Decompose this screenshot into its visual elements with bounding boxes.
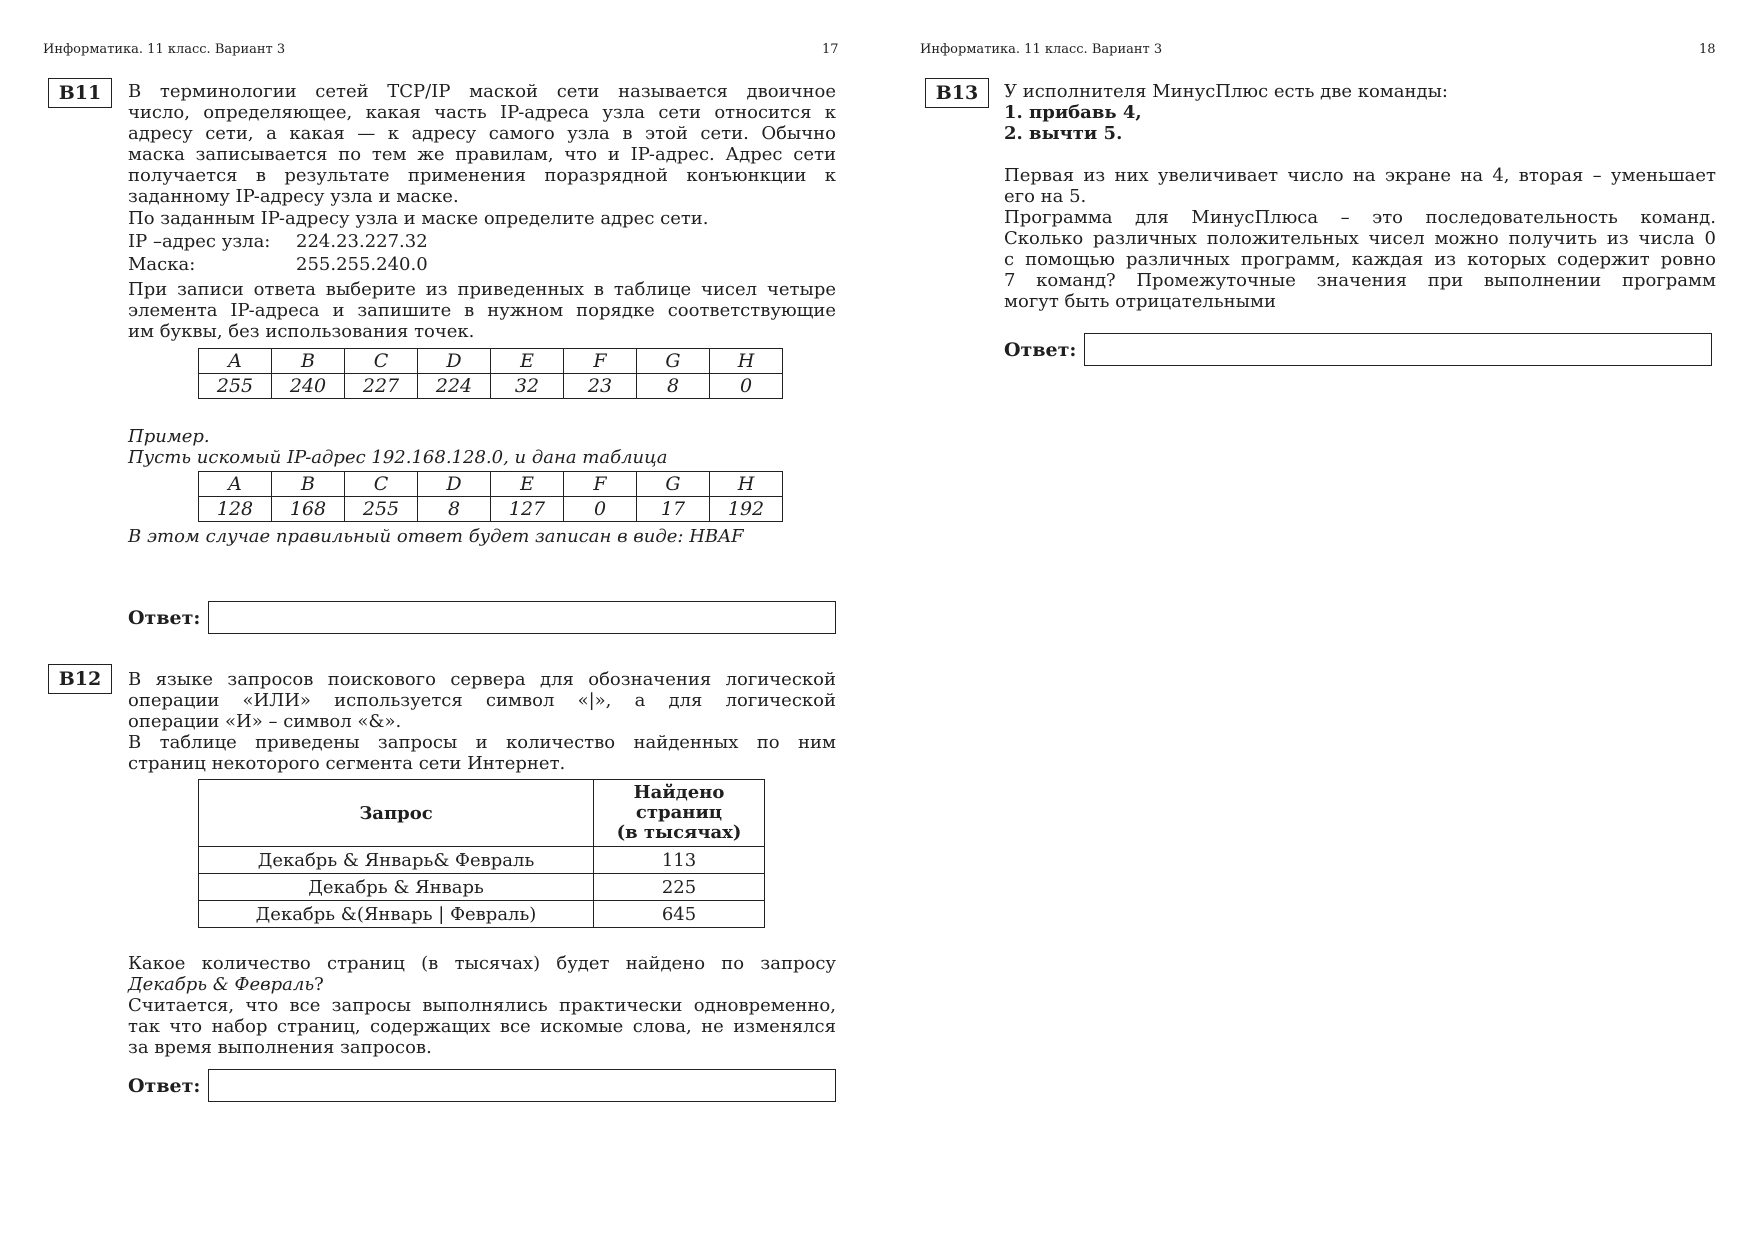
table-cell-letter: C: [345, 349, 418, 374]
table-cell-letter: G: [637, 349, 710, 374]
table-cell-letter: B: [272, 349, 345, 374]
table-cell-value: 8: [637, 374, 710, 399]
task-label-b11: В11: [48, 78, 112, 108]
example-result: В этом случае правильный ответ будет записан в виде: HBAF: [128, 526, 744, 547]
table-cell-value: 0: [710, 374, 783, 399]
count-cell: 645: [594, 901, 765, 928]
running-header-left: Информатика. 11 класс. Вариант 3: [43, 42, 286, 57]
b12-table-intro-line: страниц некоторого сегмента сети Интернет.: [128, 753, 566, 774]
table-cell-value: 0: [564, 497, 637, 522]
table-cell-value: 17: [637, 497, 710, 522]
b13-program-line: Сколько различных положительных чисел можно получить из числа 0: [1004, 228, 1716, 249]
table-row: [199, 901, 765, 928]
answer-label: Ответ:: [128, 1074, 201, 1097]
table-cell-letter: D: [418, 349, 491, 374]
page-number-left: 17: [822, 42, 839, 57]
table-row: [199, 847, 765, 874]
note-line: так что набор страниц, содержащих все искомые слова, не изменялся: [128, 1016, 836, 1037]
b13-answer: [1004, 333, 1712, 366]
task-label-b13: В13: [925, 78, 989, 108]
ip-label: IP –адрес узла:: [128, 231, 271, 252]
table-cell-value: 192: [710, 497, 783, 522]
table-cell-letter: F: [564, 349, 637, 374]
mask-value: 255.255.240.0: [296, 254, 428, 275]
b13-program-line: 7 команд? Промежуточные значения при выполнении программ: [1004, 270, 1716, 291]
b11-example-result: [128, 526, 836, 547]
command-2: 2. вычти 5.: [1004, 123, 1123, 144]
table-cell-letter: G: [637, 472, 710, 497]
b13-desc-line: Первая из них увеличивает число на экране на 4, вторая – уменьшает: [1004, 165, 1716, 186]
table-cell-letter: A: [199, 472, 272, 497]
b11-example: [128, 426, 836, 468]
b11-instructions-line: элемента IP-адреса и запишите в нужном порядке соответствующие: [128, 300, 836, 321]
question-query: Декабрь & Февраль: [128, 974, 315, 995]
query-cell: Декабрь & Январь: [199, 874, 594, 901]
table-row: [199, 349, 783, 374]
b11-answer: [128, 601, 836, 634]
b13-text: [1004, 81, 1716, 312]
b11-answer-field[interactable]: [208, 601, 836, 634]
example-table: [198, 471, 783, 522]
table-cell-letter: D: [418, 472, 491, 497]
ip-parts-table: [198, 348, 783, 399]
table-cell-value: 32: [491, 374, 564, 399]
table-cell-value: 224: [418, 374, 491, 399]
answer-label: Ответ:: [128, 606, 201, 629]
table-cell-letter: H: [710, 472, 783, 497]
b13-program-line: Программа для МинусПлюса – это последовательность команд.: [1004, 207, 1716, 228]
table-cell-value: 255: [199, 374, 272, 399]
table-cell-value: 128: [199, 497, 272, 522]
table-row: [199, 874, 765, 901]
b12-question: [128, 953, 836, 1058]
query-cell: Декабрь & Январь& Февраль: [199, 847, 594, 874]
ip-address-row: [128, 230, 836, 253]
table-cell-letter: F: [564, 472, 637, 497]
count-cell: 113: [594, 847, 765, 874]
question-line-2: [128, 974, 836, 995]
table-header-row: [199, 780, 765, 847]
b11-intro-line: получается в результате применения поразрядной конъюнкции к: [128, 165, 836, 186]
table-cell-letter: E: [491, 349, 564, 374]
b11-intro-line: адресу сети, а какая — к адресу самого узла в этой сети. Обычно: [128, 123, 836, 144]
b11-intro-line: В терминологии сетей TCP/IP маской сети называется двоичное: [128, 81, 836, 102]
b11-question: По заданным IP-адресу узла и маске определите адрес сети.: [128, 208, 709, 229]
b11-intro-line: маска записывается по тем же правилам, что и IP-адрес. Адрес сети: [128, 144, 836, 165]
b11-text: [128, 81, 836, 342]
example-title: Пример.: [128, 426, 210, 447]
example-text: Пусть искомый IP-адрес 192.168.128.0, и дана таблица: [128, 447, 668, 468]
mask-row: [128, 253, 836, 276]
b11-intro-line: заданному IP-адресу узла и маске.: [128, 186, 459, 207]
b13-program-line: с помощью различных программ, каждая из которых содержит ровно: [1004, 249, 1716, 270]
table-cell-letter: B: [272, 472, 345, 497]
b12-intro-line: В языке запросов поискового сервера для обозначения логической: [128, 669, 836, 690]
table-cell-value: 227: [345, 374, 418, 399]
query-cell: Декабрь &(Январь | Февраль): [199, 901, 594, 928]
table-cell-value: 168: [272, 497, 345, 522]
b11-intro-line: число, определяющее, какая часть IP-адреса узла сети относится к: [128, 102, 836, 123]
table-cell-value: 127: [491, 497, 564, 522]
table-cell-value: 255: [345, 497, 418, 522]
column-header-count-line: Найдено: [633, 782, 725, 803]
command-1: 1. прибавь 4,: [1004, 102, 1142, 123]
table-cell-letter: H: [710, 349, 783, 374]
column-header-count-line: (в тысячах): [616, 822, 742, 843]
column-header-count: [594, 780, 765, 847]
table-row: [199, 472, 783, 497]
note-line: Считается, что все запросы выполнялись практически одновременно,: [128, 995, 836, 1016]
running-header-right: Информатика. 11 класс. Вариант 3: [920, 42, 1163, 57]
ip-value: 224.23.227.32: [296, 231, 428, 252]
b12-intro-line: операции «ИЛИ» используется символ «|», а для логической: [128, 690, 836, 711]
b12-text: [128, 669, 836, 774]
b12-table-intro-line: В таблице приведены запросы и количество найденных по ним: [128, 732, 836, 753]
b13-intro: У исполнителя МинусПлюс есть две команды:: [1004, 81, 1448, 102]
b11-instructions-line: им буквы, без использования точек.: [128, 321, 475, 342]
b13-program-line: могут быть отрицательными: [1004, 291, 1276, 312]
column-header-count-line: страниц: [635, 802, 723, 823]
question-line: Какое количество страниц (в тысячах) будет найдено по запросу: [128, 953, 836, 974]
answer-label: Ответ:: [1004, 338, 1077, 361]
table-row: [199, 497, 783, 522]
queries-table: [198, 779, 765, 928]
b13-answer-field[interactable]: [1084, 333, 1712, 366]
table-cell-letter: A: [199, 349, 272, 374]
mask-label: Маска:: [128, 254, 196, 275]
note-line: за время выполнения запросов.: [128, 1037, 432, 1058]
count-cell: 225: [594, 874, 765, 901]
task-label-b12: В12: [48, 664, 112, 694]
b12-answer: [128, 1069, 836, 1102]
page-right: [877, 0, 1754, 1239]
question-mark: ?: [314, 974, 324, 995]
table-cell-letter: E: [491, 472, 564, 497]
b12-answer-field[interactable]: [208, 1069, 836, 1102]
table-cell-value: 8: [418, 497, 491, 522]
table-cell-letter: C: [345, 472, 418, 497]
table-cell-value: 23: [564, 374, 637, 399]
page-number-right: 18: [1699, 42, 1716, 57]
b12-intro-line: операции «И» – символ «&».: [128, 711, 402, 732]
b13-desc-line: его на 5.: [1004, 186, 1087, 207]
column-header-query: Запрос: [199, 780, 594, 847]
table-cell-value: 240: [272, 374, 345, 399]
b11-instructions-line: При записи ответа выберите из приведенных в таблице чисел четыре: [128, 279, 836, 300]
table-row: [199, 374, 783, 399]
